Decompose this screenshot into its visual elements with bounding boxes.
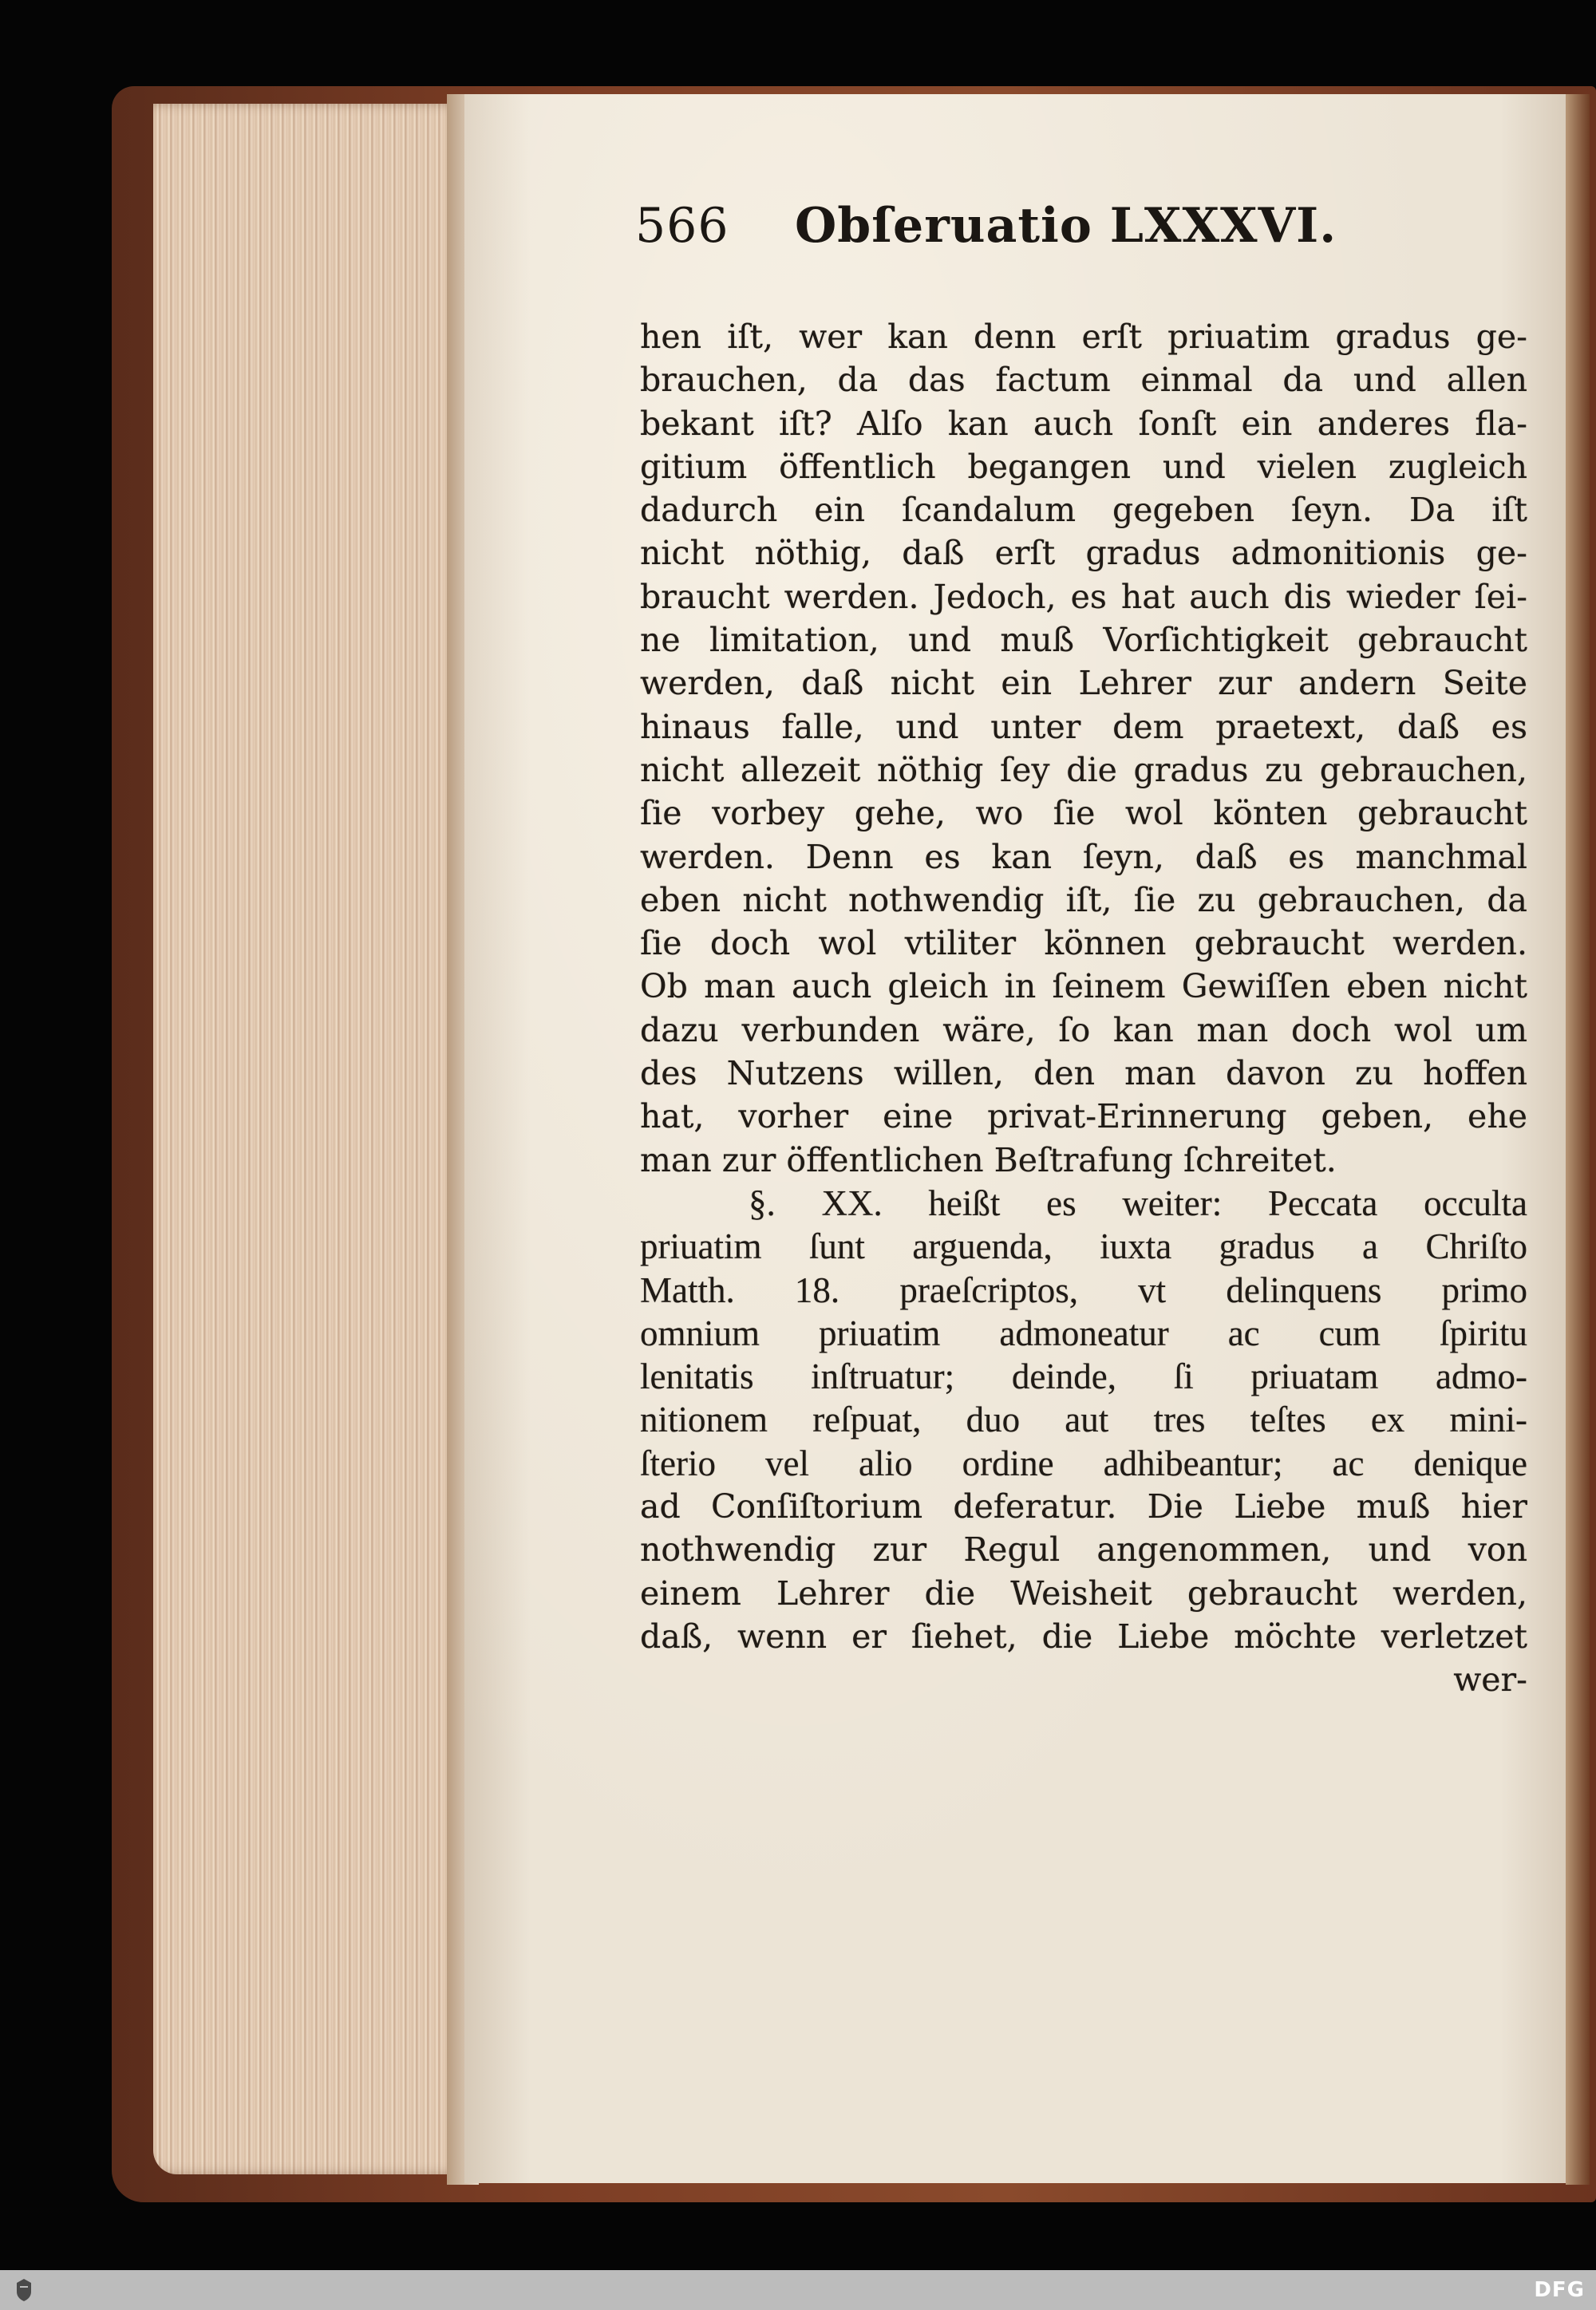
text-line: einem Lehrer die Weisheit gebraucht werden, — [640, 1574, 1527, 1613]
text-line: nicht allezeit nöthig ſey die gradus zu gebrauchen, — [640, 750, 1527, 789]
text-block — [640, 315, 1527, 1702]
text-line: bekant iſt? Alſo kan auch ſonſt ein anderes fla- — [640, 404, 1527, 443]
text-line: nitionem reſpuat, duo aut tres teſtes ex mini- — [640, 1400, 1527, 1440]
book-right-edge — [1566, 94, 1590, 2185]
text-line: priuatim ſunt arguenda, iuxta gradus a Chriſto — [640, 1226, 1527, 1267]
text-line: eben nicht nothwendig iſt, ſie zu gebrauchen, da — [640, 880, 1527, 919]
text-line: ad Conſiſtorium deferatur. Die Liebe muß hier — [640, 1487, 1527, 1526]
catchword: wer- — [1453, 1660, 1527, 1700]
text-line: brauchen, da das factum einmal da und allen — [640, 361, 1527, 400]
text-line: dazu verbunden wäre, ſo kan man doch wol um — [640, 1010, 1527, 1049]
text-line: omnium priuatim admoneatur ac cum ſpiritu — [640, 1313, 1527, 1353]
page-title: Obſeruatio LXXXVI. — [795, 198, 1337, 254]
text-line: ſterio vel alio ordine adhibeantur; ac denique — [640, 1443, 1527, 1483]
dfg-logo: DFG — [1534, 2278, 1585, 2302]
text-line: ſie doch wol vtiliter können gebraucht werden. — [640, 924, 1527, 963]
text-line: braucht werden. Jedoch, es hat auch dis wieder ſei- — [640, 577, 1527, 616]
text-line: ne limitation, und muß Vorſichtigkeit gebraucht — [640, 621, 1527, 660]
text-line: des Nutzens willen, den man davon zu hoffen — [640, 1054, 1527, 1093]
text-line: ſie vorbey gehe, wo ſie wol könten gebraucht — [640, 794, 1527, 833]
text-line: Ob man auch gleich in ſeinem Gewiſſen eben nicht — [640, 967, 1527, 1006]
text-line: dadurch ein ſcandalum gegeben ſeyn. Da iſt — [640, 491, 1527, 530]
paragraph-start-line: §. XX. heißt es weiter: Peccata occulta — [749, 1183, 1527, 1223]
text-line: Matth. 18. praeſcriptos, vt delinquens primo — [640, 1270, 1527, 1310]
text-line: nothwendig zur Regul angenommen, und von — [640, 1530, 1527, 1570]
text-line: hinaus falle, und unter dem praetext, daß es — [640, 707, 1527, 746]
text-line: man zur öffentlichen Beſtrafung ſchreitet. — [640, 1140, 1337, 1179]
text-line: werden. Denn es kan ſeyn, daß es manchmal — [640, 837, 1527, 876]
book-page-edges — [153, 104, 466, 2174]
text-line: daß, wenn er ſiehet, die Liebe möchte verletzet — [640, 1617, 1527, 1656]
viewer-footer-bar — [0, 2270, 1596, 2310]
text-line: werden, daß nicht ein Lehrer zur andern Seite — [640, 664, 1527, 703]
text-line: gitium öffentlich begangen und vielen zugleich — [640, 447, 1527, 486]
text-line: nicht nöthig, daß erſt gradus admonitionis ge- — [640, 534, 1527, 573]
library-seal-icon — [8, 2274, 40, 2306]
text-line: lenitatis inſtruatur; deinde, ſi priuatam admo- — [640, 1356, 1527, 1397]
text-line: hat, vorher eine privat-Erinnerung geben, ehe — [640, 1097, 1527, 1136]
text-line: hen iſt, wer kan denn erſt priuatim gradus ge- — [640, 318, 1527, 356]
running-header — [635, 198, 1401, 265]
crest-icon — [12, 2276, 36, 2304]
page-number: 566 — [635, 198, 729, 254]
